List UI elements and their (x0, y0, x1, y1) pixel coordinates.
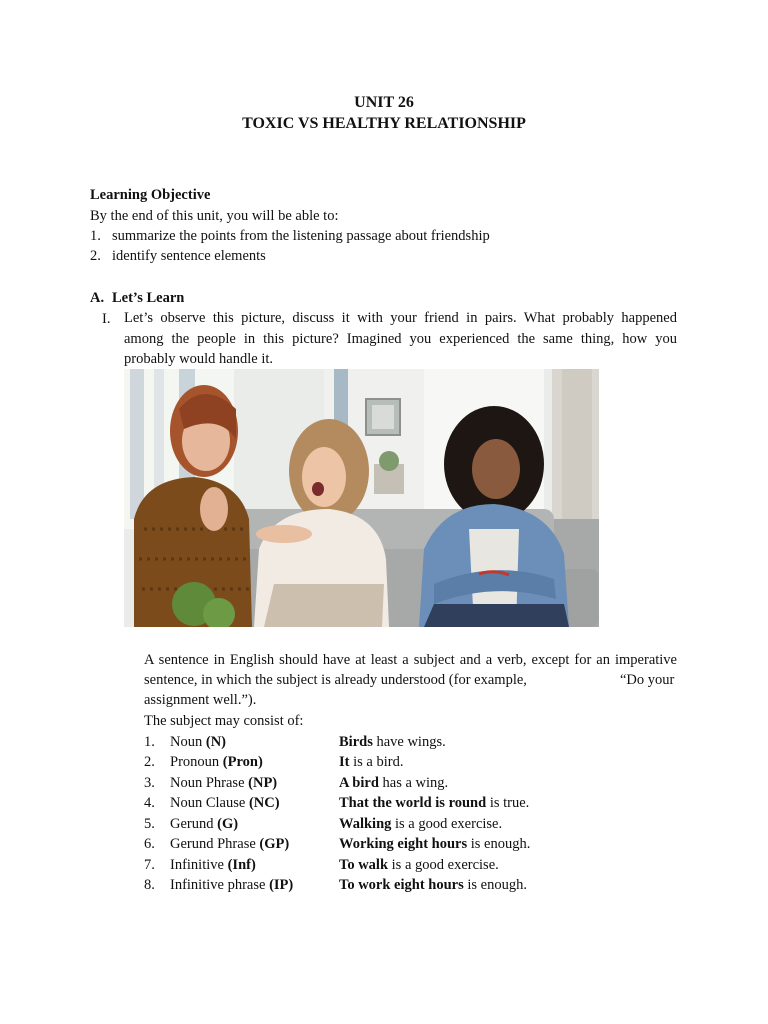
page-title: TOXIC VS HEALTHY RELATIONSHIP (242, 115, 526, 132)
objective-intro: By the end of this unit, you will be able to: (90, 208, 339, 224)
item-example: It is a bird. (339, 754, 404, 770)
item-type: Noun Phrase (NP) (170, 775, 278, 791)
item-number: 6. (144, 836, 155, 852)
item-number: 4. (144, 795, 155, 811)
instruction-line: probably would handle it. (124, 351, 274, 367)
item-type: Noun (N) (170, 734, 226, 750)
item-example: A bird has a wing. (339, 775, 449, 791)
section-heading: Let’s Learn (112, 290, 185, 306)
instruction-line: among the people in this picture? Imagined you experienced the same thing, how you (124, 331, 677, 347)
section-label: A. (90, 290, 105, 306)
item-number: 7. (144, 857, 155, 873)
item-number: 3. (144, 775, 155, 791)
item-type: Gerund (G) (170, 816, 239, 832)
item-example: Walking is a good exercise. (339, 816, 503, 832)
item-number: 8. (144, 877, 155, 893)
roman-numeral: I. (102, 311, 111, 327)
subject-intro: The subject may consist of: (144, 713, 304, 729)
item-number: 1. (144, 734, 155, 750)
instruction-line: Let’s observe this picture, discuss it with your friend in pairs. What probably happened (124, 310, 677, 326)
objective-heading: Learning Objective (90, 187, 211, 203)
item-example: To work eight hours is enough. (339, 877, 527, 893)
paragraph-line: assignment well.”). (144, 692, 257, 708)
item-type: Gerund Phrase (GP) (170, 836, 290, 852)
item-example: That the world is round is true. (339, 795, 530, 811)
paragraph-line: sentence, in which the subject is already understood (for example, (144, 672, 527, 688)
item-example: To walk is a good exercise. (339, 857, 499, 873)
photo-three-women-on-sofa (124, 369, 599, 627)
unit-number: UNIT 26 (354, 94, 414, 111)
item-type: Infinitive (Inf) (170, 857, 256, 873)
objective-item-text: identify sentence elements (112, 248, 266, 264)
objective-item-num: 2. (90, 248, 101, 264)
paragraph-line-end: “Do your (620, 672, 675, 688)
objective-item-text: summarize the points from the listening passage about friendship (112, 228, 490, 244)
item-example: Birds have wings. (339, 734, 446, 750)
item-example: Working eight hours is enough. (339, 836, 531, 852)
objective-item-num: 1. (90, 228, 101, 244)
item-type: Pronoun (Pron) (170, 754, 263, 770)
item-number: 2. (144, 754, 155, 770)
item-type: Infinitive phrase (IP) (170, 877, 294, 893)
paragraph-line: A sentence in English should have at least a subject and a verb, except for an imperative (144, 652, 677, 668)
item-type: Noun Clause (NC) (170, 795, 280, 811)
item-number: 5. (144, 816, 155, 832)
